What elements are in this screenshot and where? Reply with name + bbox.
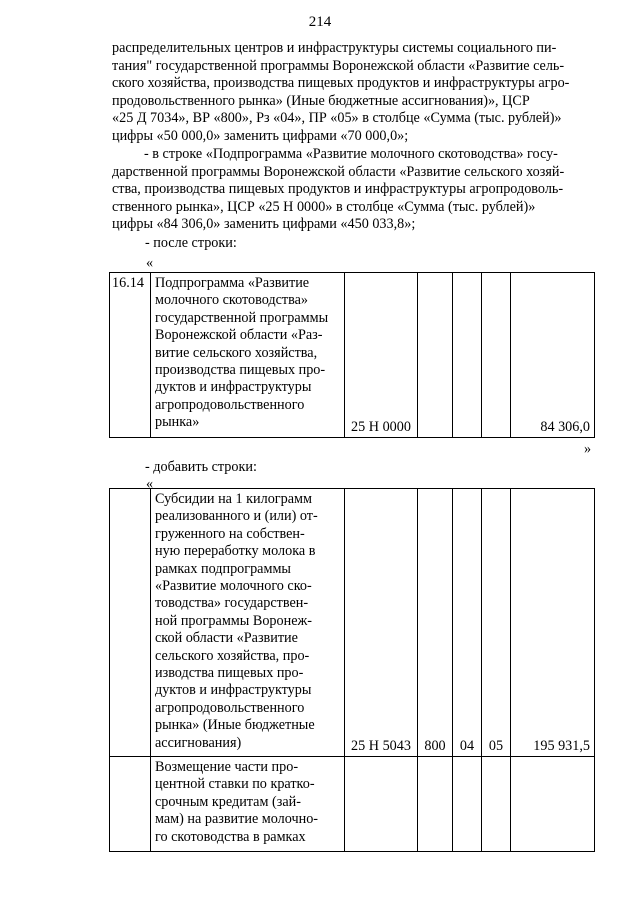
sum-value <box>511 273 595 438</box>
name-line: агропродовольственного <box>155 699 305 716</box>
csr-code <box>345 757 418 852</box>
name-line: груженного на собствен- <box>155 525 305 542</box>
table-row <box>110 273 595 438</box>
page-number: 214 <box>308 14 332 30</box>
rz-code <box>453 273 482 438</box>
name-line: го скотоводства в рамках <box>155 828 306 845</box>
vr-code <box>418 489 453 757</box>
csr-code <box>345 489 418 757</box>
sum-value <box>511 489 595 757</box>
name-line: Подпрограмма «Развитие <box>155 275 310 291</box>
name-line: Субсидии на 1 килограмм <box>155 491 312 507</box>
row-name <box>151 489 345 757</box>
rz-code-text: 04 <box>459 737 475 754</box>
name-line: дуктов и инфраструктуры <box>155 379 312 396</box>
sum-value <box>511 757 595 852</box>
name-line: «Развитие молочного ско- <box>155 578 312 595</box>
name-line: товодства» государствен- <box>155 595 309 612</box>
paragraph-line: - в строке «Подпрограмма «Развитие молочного скотоводства» госу- <box>144 146 558 162</box>
paragraph-line: ства, производства пищевых продуктов и инфраструктуры агропродоволь- <box>112 181 564 198</box>
name-line: ную переработку молока в <box>155 543 316 560</box>
name-line: рынка» <box>155 414 200 431</box>
vr-code-text <box>418 436 452 437</box>
name-line: рамках подпрограммы <box>155 560 291 577</box>
name-line: реализованного и (или) от- <box>155 508 318 525</box>
csr-code <box>345 273 418 438</box>
vr-code <box>418 757 453 852</box>
vr-code <box>418 273 453 438</box>
paragraph-line: ского хозяйства, производства пищевых продуктов и инфраструктуры агро- <box>112 75 570 92</box>
rz-code-text <box>453 436 481 437</box>
table-added-rows <box>109 488 595 852</box>
name-line: дуктов и инфраструктуры <box>155 682 312 699</box>
label-after-row: - после строки: <box>145 235 237 251</box>
paragraph-1 <box>112 40 596 146</box>
row-number <box>110 489 151 757</box>
row-name <box>151 273 345 438</box>
name-line: рынка» (Иные бюджетные <box>155 717 315 734</box>
paragraph-line: дарственной программы Воронежской области «Развитие сельского хозяй- <box>112 163 565 180</box>
close-quote-1: » <box>584 441 592 457</box>
paragraph-line: «25 Д 7034», ВР «800», Рз «04», ПР «05» в столбце «Сумма (тыс. рублей)» <box>112 110 562 127</box>
pr-code <box>482 757 511 852</box>
sum-value-text: 84 306,0 <box>540 418 590 435</box>
name-line: срочным кредитам (зай- <box>155 793 301 810</box>
name-line: ской области «Развитие <box>155 630 298 647</box>
label-add-rows: - добавить строки: <box>145 459 257 475</box>
row-name <box>151 757 345 852</box>
name-line: Воронежской области «Раз- <box>155 327 323 344</box>
table-row <box>110 489 595 757</box>
name-line: производства пищевых про- <box>155 362 326 379</box>
name-line: центной ставки по кратко- <box>155 776 315 793</box>
table-after-row <box>109 272 595 438</box>
paragraph-line: распределительных центров и инфраструктуры системы социального пи- <box>112 40 557 56</box>
paragraph-line: ственного рынка», ЦСР «25 Н 0000» в столбце «Сумма (тыс. рублей)» <box>112 198 536 215</box>
name-line: мам) на развитие молочно- <box>155 811 319 828</box>
row-number <box>110 757 151 852</box>
name-line: государственной программы <box>155 309 329 326</box>
pr-code <box>482 489 511 757</box>
paragraph-line: цифры «84 306,0» заменить цифрами «450 033,8»; <box>112 216 416 233</box>
open-quote-2: « <box>146 476 154 492</box>
pr-code <box>482 273 511 438</box>
paragraph-2 <box>112 146 596 234</box>
paragraph-line: продовольственного рынка» (Иные бюджетные ассигнования)», ЦСР <box>112 92 530 109</box>
name-line: сельского хозяйства, про- <box>155 647 310 664</box>
paragraph-line: цифры «50 000,0» заменить цифрами «70 000,0»; <box>112 127 409 144</box>
vr-code-text: 800 <box>424 737 446 754</box>
sum-value-text: 195 931,5 <box>533 737 590 754</box>
name-line: изводства пищевых про- <box>155 665 304 682</box>
name-line: молочного скотоводства» <box>155 292 309 309</box>
open-quote-1: « <box>146 255 154 271</box>
pr-code-text: 05 <box>488 737 504 754</box>
table-row <box>110 757 595 852</box>
row-number: 16.14 <box>110 273 151 438</box>
paragraph-line: тания" государственной программы Воронежской области «Развитие сель- <box>112 57 565 74</box>
pr-code-text <box>482 436 510 437</box>
name-line: ассигнования) <box>155 734 242 751</box>
name-line: ной программы Воронеж- <box>155 612 313 629</box>
rz-code <box>453 489 482 757</box>
rz-code <box>453 757 482 852</box>
csr-code-text: 25 Н 0000 <box>351 418 411 435</box>
name-line: Возмещение части про- <box>155 759 299 775</box>
name-line: агропродовольственного <box>155 396 305 413</box>
name-line: витие сельского хозяйства, <box>155 344 318 361</box>
csr-code-text: 25 Н 5043 <box>351 737 411 754</box>
